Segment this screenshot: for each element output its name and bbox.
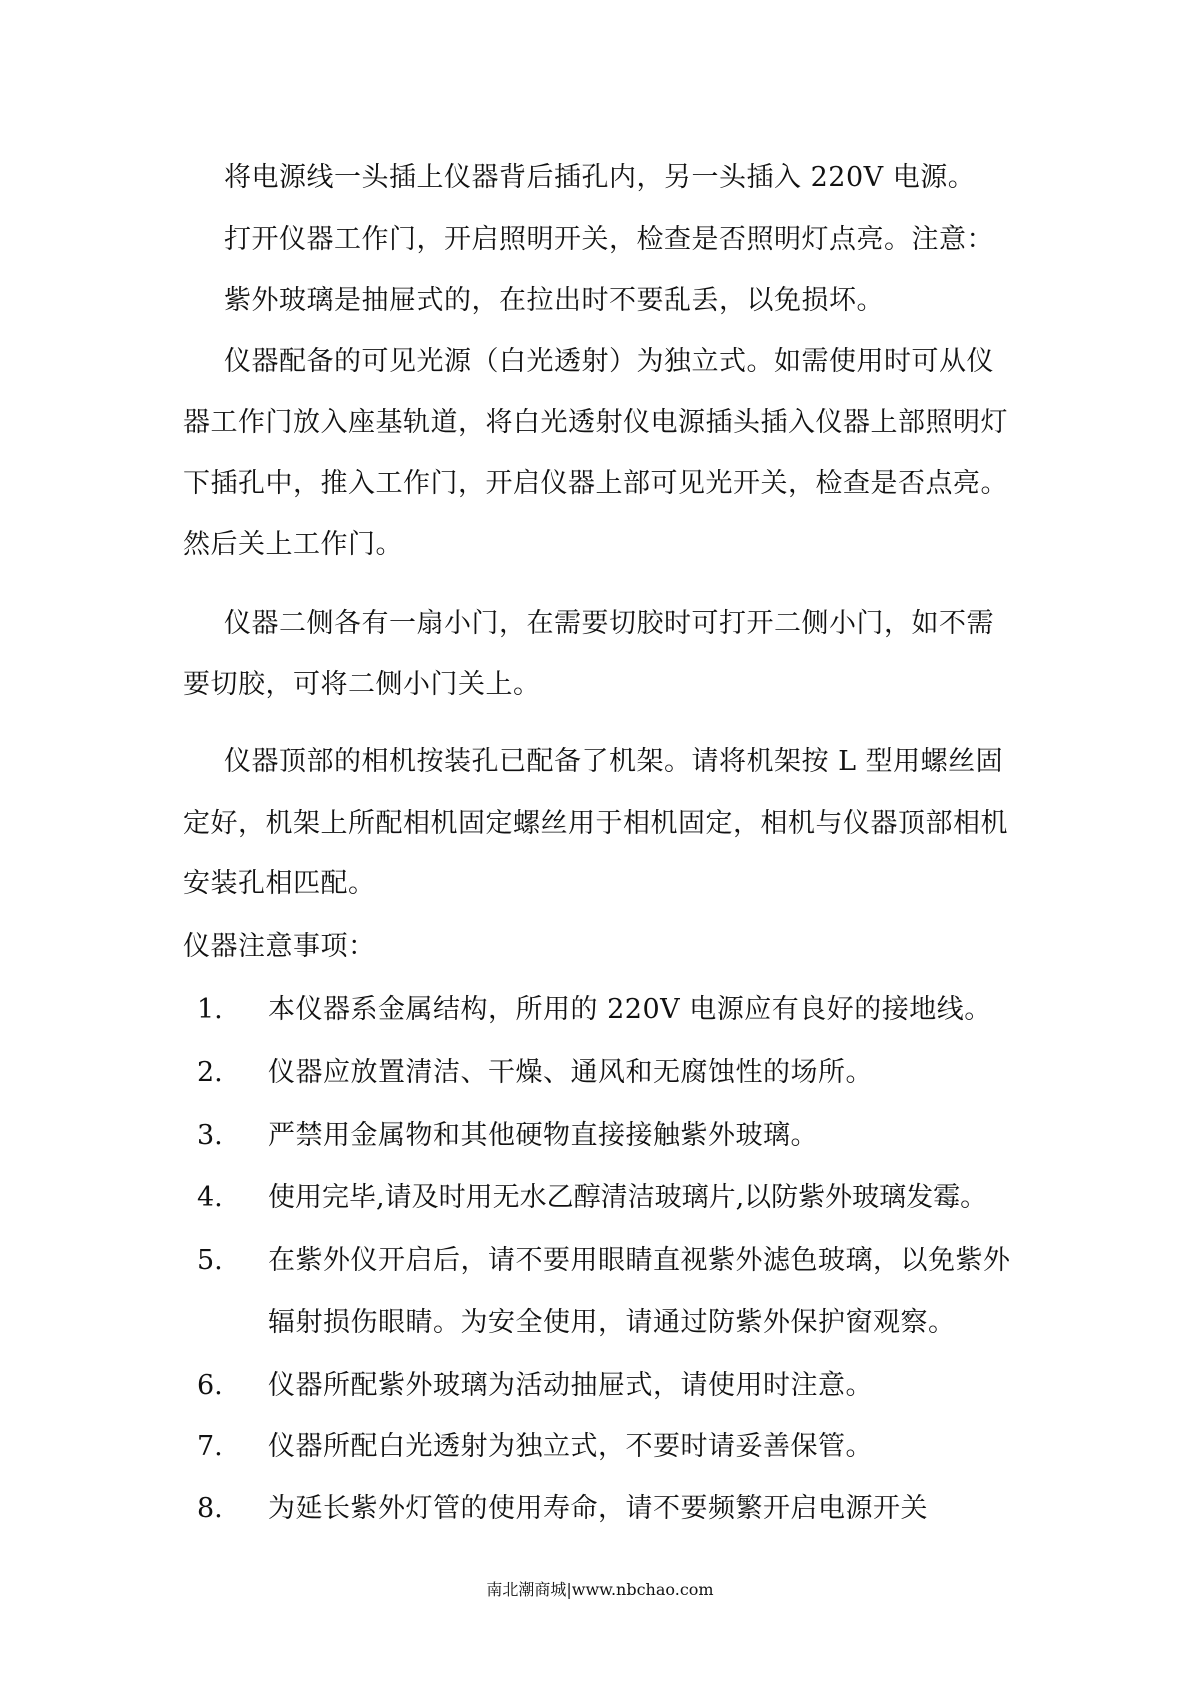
- paragraph-visible-light-line-2: 器工作门放入座基轨道，将白光透射仪电源插头插入仪器上部照明灯: [183, 407, 1008, 438]
- note-item-5-continued: 辐射损伤眼睛。为安全使用，请通过防紫外保护窗观察。: [268, 1307, 956, 1338]
- paragraph-uv-glass: 紫外玻璃是抽屉式的，在拉出时不要乱丢，以免损坏。: [224, 285, 884, 316]
- paragraph-visible-light-line-3: 下插孔中，推入工作门，开启仪器上部可见光开关，检查是否点亮。: [183, 468, 1008, 499]
- paragraph-visible-light-line-4: 然后关上工作门。: [183, 529, 403, 560]
- note-item-4: 使用完毕,请及时用无水乙醇清洁玻璃片,以防紫外玻璃发霉。: [268, 1182, 988, 1213]
- note-number-5: 5.: [197, 1245, 223, 1276]
- note-number-2: 2.: [197, 1057, 223, 1088]
- note-number-1: 1.: [197, 994, 223, 1025]
- note-item-3: 严禁用金属物和其他硬物直接接触紫外玻璃。: [268, 1120, 818, 1151]
- note-item-5: 在紫外仪开启后，请不要用眼睛直视紫外滤色玻璃，以免紫外: [268, 1245, 1011, 1276]
- note-number-8: 8.: [197, 1493, 223, 1524]
- paragraph-power-line: 将电源线一头插上仪器背后插孔内，另一头插入 220V 电源。: [224, 162, 976, 193]
- note-item-2: 仪器应放置清洁、干燥、通风和无腐蚀性的场所。: [268, 1057, 873, 1088]
- paragraph-camera-mount-line-2: 定好，机架上所配相机固定螺丝用于相机固定，相机与仪器顶部相机: [183, 808, 1008, 839]
- paragraph-side-doors-line-1: 仪器二侧各有一扇小门，在需要切胶时可打开二侧小门，如不需: [224, 608, 994, 639]
- paragraph-side-doors-line-2: 要切胶，可将二侧小门关上。: [183, 669, 541, 700]
- paragraph-work-door: 打开仪器工作门，开启照明开关，检查是否照明灯点亮。注意：: [224, 224, 994, 255]
- note-number-6: 6.: [197, 1370, 223, 1401]
- note-number-7: 7.: [197, 1431, 223, 1462]
- note-number-3: 3.: [197, 1120, 223, 1151]
- note-item-1: 本仪器系金属结构，所用的 220V 电源应有良好的接地线。: [268, 994, 992, 1025]
- paragraph-camera-mount-line-3: 安装孔相匹配。: [183, 868, 376, 899]
- note-item-8: 为延长紫外灯管的使用寿命，请不要频繁开启电源开关: [268, 1493, 928, 1524]
- note-item-7: 仪器所配白光透射为独立式，不要时请妥善保管。: [268, 1431, 873, 1462]
- page-footer: 南北潮商城|www.nbchao.com: [486, 1580, 714, 1599]
- note-number-4: 4.: [197, 1182, 223, 1213]
- notes-heading: 仪器注意事项：: [183, 931, 376, 962]
- paragraph-camera-mount-line-1: 仪器顶部的相机按装孔已配备了机架。请将机架按 L 型用螺丝固: [224, 746, 1004, 777]
- paragraph-visible-light-line-1: 仪器配备的可见光源（白光透射）为独立式。如需使用时可从仪: [224, 346, 994, 377]
- note-item-6: 仪器所配紫外玻璃为活动抽屉式，请使用时注意。: [268, 1370, 873, 1401]
